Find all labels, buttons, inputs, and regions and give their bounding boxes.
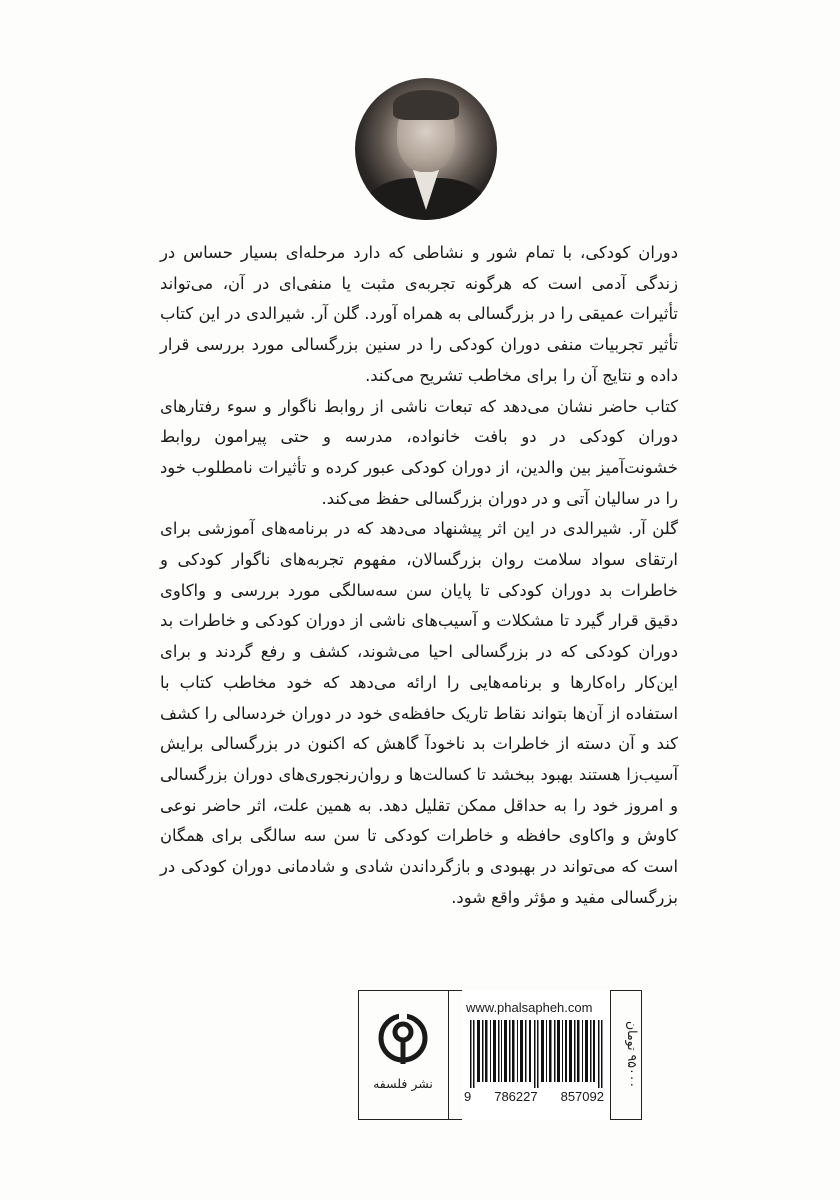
blurb-paragraph-1: دوران کودکی، با تمام شور و نشاطی که دارد مرحله‌ای بسیار حساس در زندگی آدمی است که هرگونه تجربه‌ی مثبت یا منفی‌ای در آن، می‌تواند تأثیرات عمیقی را در بزرگسالی به همراه آورد. گلن آر. شیرالدی در این کتاب تأثیر تجربیات منفی دوران کودکی را در سنین بزرگسالی مورد بررسی قرار داده و نتایج آن را برای مخاطب تشریح می‌کند. [160, 243, 678, 385]
isbn-barcode [468, 1020, 604, 1088]
barcode-group-1: 786227 [494, 1089, 538, 1104]
book-price: ۹۵۰۰۰ تومان [625, 1021, 640, 1089]
phalsapheh-logo-icon [373, 1008, 433, 1068]
publisher-logo-panel [358, 990, 448, 1120]
barcode-digits [464, 1089, 604, 1104]
blurb-paragraph-3: گلن آر. شیرالدی در این اثر پیشنهاد می‌دهد که در برنامه‌های آموزشی برای ارتقای سواد سلامت روان بزرگسالان، مفهوم تجربه‌های ناگوار کودکی و خاطرات بد دوران کودکی تا پایان سن سه‌سالگی مورد بررسی و واکاوی دقیق قرار گیرد تا مشکلات و آسیب‌های ناشی از دوران کودکی و خاطرات بد دوران کودکی که در بزرگسالی احیا می‌شوند، کشف و رفع گردند و برای این‌کار راه‌کارها و برنامه‌هایی را ارائه می‌دهد که خود مخاطب کتاب با استفاده از آن‌ها بتواند نقاط تاریک حافظه‌ی خود در دوران خردسالی را کشف کند و آن دسته از خاطرات بد ناخودآ گاهش که اکنون در بزرگسالی برایش آسیب‌زا هستند بهبود ببخشد تا کسالت‌ها و روان‌رنجوری‌های دوران بزرگسالی و امروز خود را به حداقل ممکن تقلیل دهد. به همین علت، اثر حاضر نوعی کاوش و واکاوی حافظه و خاطرات کودکی تا سن سه سالگی برای همگان است که می‌تواند در بهبودی و بازگرداندن شادی و شادمانی دوران کودکی در بزرگسالی مفید و مؤثر واقع شود. [160, 519, 678, 907]
author-portrait [355, 78, 497, 220]
back-cover-blurb [160, 238, 678, 913]
publisher-name: نشر فلسفه [373, 1076, 433, 1091]
portrait-hair [393, 90, 459, 120]
barcode-lead-digit: 9 [464, 1089, 472, 1104]
footer-divider [448, 990, 449, 1120]
barcode-panel [462, 990, 610, 1120]
barcode-group-2: 857092 [560, 1089, 604, 1104]
publisher-website: www.phalsapheh.com [466, 1000, 593, 1015]
blurb-paragraph-2: کتاب حاضر نشان می‌دهد که تبعات ناشی از روابط ناگوار و سوء رفتارهای دوران کودکی در دو بافت خانواده، مدرسه و حتی پیرامون روابط خشونت‌آمیز بین والدین، از دوران کودکی عبور کرده و تأثیرات نامطلوب خود را در سالیان آتی و در دوران بزرگسالی حفظ می‌کند. [160, 396, 678, 508]
